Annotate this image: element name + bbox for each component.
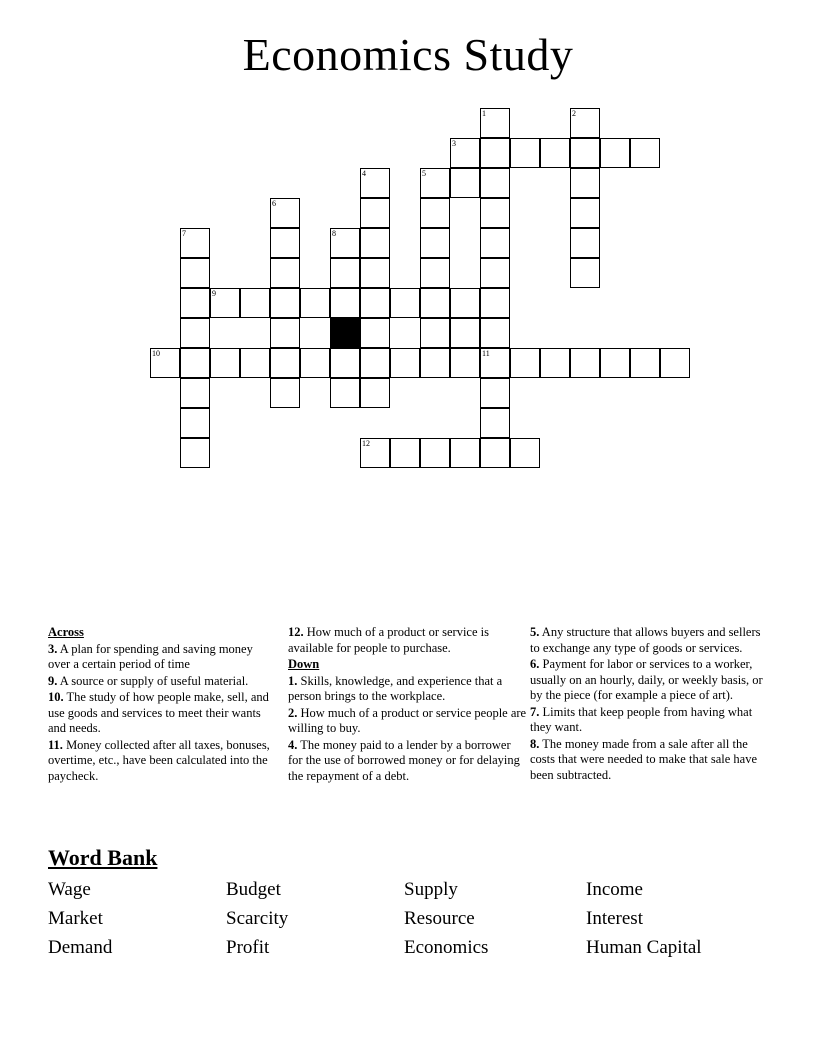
clue-number: 3. [48,641,58,656]
clue-number: 4. [288,737,298,752]
grid-cell[interactable] [450,138,480,168]
clue-text: A source or supply of useful material. [57,673,249,688]
clue-down-1 [288,674,528,705]
clues-column-1 [48,625,276,785]
clue-text: Skills, knowledge, and experience that a person brings to the workplace. [288,673,503,703]
clues-column-2 [288,625,528,785]
grid-cell-number: 8 [332,229,336,238]
grid-cell[interactable] [570,198,600,228]
grid-cell[interactable] [570,168,600,198]
clue-number: 7. [530,704,540,719]
grid-cell[interactable] [570,228,600,258]
clue-across-9 [48,674,276,690]
grid-cell[interactable] [300,288,330,318]
grid-cell-number: 1 [482,109,486,118]
clue-text: A plan for spending and saving money over a certain period of time [48,641,253,671]
word-bank-section [48,845,768,959]
clue-number: 5. [530,625,540,639]
grid-cell-number: 10 [152,349,160,358]
clue-across-12 [288,625,528,656]
word-bank-word: Interest [586,908,643,929]
clue-text: The money made from a sale after all the costs that were needed to make that sale have been subtracted. [530,736,757,782]
grid-cell[interactable] [330,288,360,318]
clue-down-7 [530,705,768,736]
grid-cell[interactable] [150,348,180,378]
grid-cell[interactable] [450,348,480,378]
word-bank-word: Income [586,879,643,900]
grid-cell[interactable] [180,378,210,408]
grid-cell[interactable] [420,288,450,318]
grid-cell[interactable] [480,348,510,378]
grid-cell[interactable] [270,228,300,258]
word-bank-word: Economics [404,937,489,958]
clue-number: 12. [288,625,304,639]
grid-cell[interactable] [180,438,210,468]
grid-cell[interactable] [660,348,690,378]
grid-cell[interactable] [480,198,510,228]
grid-cell[interactable] [420,348,450,378]
grid-cell[interactable] [450,438,480,468]
grid-cell[interactable] [510,438,540,468]
clue-number: 2. [288,705,298,720]
grid-cell[interactable] [480,228,510,258]
grid-cell[interactable] [570,108,600,138]
word-bank-word: Market [48,908,103,929]
grid-cell[interactable] [180,348,210,378]
grid-cell-number: 4 [362,169,366,178]
clue-across-10 [48,690,276,737]
grid-cell[interactable] [210,348,240,378]
clue-number: 6. [530,657,540,671]
word-bank-word: Profit [226,937,270,958]
grid-cell[interactable] [480,438,510,468]
grid-cell[interactable] [330,378,360,408]
word-bank-word: Wage [48,879,91,900]
clue-across-3 [48,642,276,673]
grid-cell[interactable] [360,378,390,408]
grid-cell[interactable] [390,438,420,468]
clue-text: How much of a product or service is available for people to purchase. [288,625,489,655]
grid-cell-number: 7 [182,229,186,238]
grid-cell[interactable] [180,228,210,258]
grid-cell-number: 5 [422,169,426,178]
grid-cell-number: 12 [362,439,370,448]
grid-cell[interactable] [540,138,570,168]
grid-cell[interactable] [270,198,300,228]
word-bank-list [48,879,768,959]
clue-text: Any structure that allows buyers and sellers to exchange any type of goods or services. [530,625,761,655]
grid-cell[interactable] [390,288,420,318]
word-bank-word: Resource [404,908,475,929]
grid-cell[interactable] [270,378,300,408]
grid-cell[interactable] [570,258,600,288]
grid-cell[interactable] [300,348,330,378]
grid-cell-number: 2 [572,109,576,118]
grid-cell[interactable] [210,288,240,318]
grid-cell[interactable] [360,228,390,258]
clue-number: 8. [530,736,540,751]
word-bank-word: Demand [48,937,113,958]
grid-cell[interactable] [420,438,450,468]
clue-down-6 [530,657,768,704]
grid-cell[interactable] [180,288,210,318]
grid-block [330,318,360,348]
word-bank-word: Human Capital [586,937,702,958]
grid-cell[interactable] [540,348,570,378]
grid-cell[interactable] [480,138,510,168]
grid-cell[interactable] [420,318,450,348]
clue-across-11 [48,738,276,785]
grid-cell[interactable] [600,348,630,378]
page-title: Economics Study [242,29,574,80]
grid-cell[interactable] [480,378,510,408]
grid-cell[interactable] [360,168,390,198]
word-bank-word: Scarcity [226,908,289,929]
grid-cell[interactable] [360,258,390,288]
clue-text: Payment for labor or services to a worker, usually on an hourly, daily, or weekly basis, or by the piece (for example a piece of art). [530,657,763,702]
grid-cell[interactable] [420,168,450,198]
grid-cell-number: 9 [212,289,216,298]
grid-cell[interactable] [240,288,270,318]
grid-cell[interactable] [450,168,480,198]
grid-cell[interactable] [240,348,270,378]
word-bank-title: Word Bank [48,845,158,870]
clue-text: How much of a product or service people are willing to buy. [288,705,527,735]
crossword-grid[interactable] [0,100,816,470]
grid-cell-number: 3 [452,139,456,148]
clue-number: 10. [48,690,64,704]
grid-cell[interactable] [480,168,510,198]
grid-cell[interactable] [480,258,510,288]
grid-cell[interactable] [510,348,540,378]
grid-cell[interactable] [450,318,480,348]
grid-cell[interactable] [330,348,360,378]
clues-section [48,625,768,840]
clue-down-4 [288,738,528,785]
clues-column-3 [530,625,768,784]
grid-cell[interactable] [420,258,450,288]
across-heading: Across [48,625,84,639]
grid-cell[interactable] [630,138,660,168]
word-bank-word: Supply [404,879,458,900]
grid-cell-number: 11 [482,349,490,358]
grid-cell[interactable] [270,258,300,288]
grid-cell[interactable] [270,318,300,348]
grid-cell[interactable] [360,438,390,468]
grid-cell[interactable] [330,258,360,288]
grid-cell[interactable] [450,288,480,318]
grid-cell[interactable] [480,288,510,318]
grid-cell[interactable] [570,138,600,168]
grid-cell[interactable] [270,348,300,378]
clue-number: 11. [48,737,63,752]
grid-cell[interactable] [480,108,510,138]
grid-cell[interactable] [480,408,510,438]
grid-cell-number: 6 [272,199,276,208]
grid-cell[interactable] [390,348,420,378]
grid-cell[interactable] [180,258,210,288]
clue-text: Limits that keep people from having what they want. [530,704,753,734]
clue-text: The money paid to a lender by a borrower for the use of borrowed money or for delaying the repayment of a debt. [288,737,520,783]
clue-number: 9. [48,673,58,688]
grid-cell[interactable] [630,348,660,378]
clue-down-8 [530,737,768,784]
grid-cell[interactable] [360,318,390,348]
down-heading: Down [288,657,320,671]
clue-down-5 [530,625,768,656]
grid-cell[interactable] [420,228,450,258]
grid-cell[interactable] [570,348,600,378]
clue-text: Money collected after all taxes, bonuses, overtime, etc., have been calculated into the paycheck. [48,737,270,783]
word-bank-word: Budget [226,879,281,900]
grid-cell[interactable] [180,408,210,438]
grid-cell[interactable] [360,198,390,228]
clue-text: The study of how people make, sell, and use goods and services to meet their wants and needs. [48,690,269,735]
grid-cell[interactable] [270,288,300,318]
grid-cell[interactable] [510,138,540,168]
clue-number: 1. [288,673,298,688]
grid-cell[interactable] [480,318,510,348]
grid-cell[interactable] [420,198,450,228]
grid-cell[interactable] [360,288,390,318]
grid-cell[interactable] [330,228,360,258]
clue-down-2 [288,706,528,737]
grid-cell[interactable] [360,348,390,378]
grid-cell[interactable] [180,318,210,348]
grid-cell[interactable] [600,138,630,168]
